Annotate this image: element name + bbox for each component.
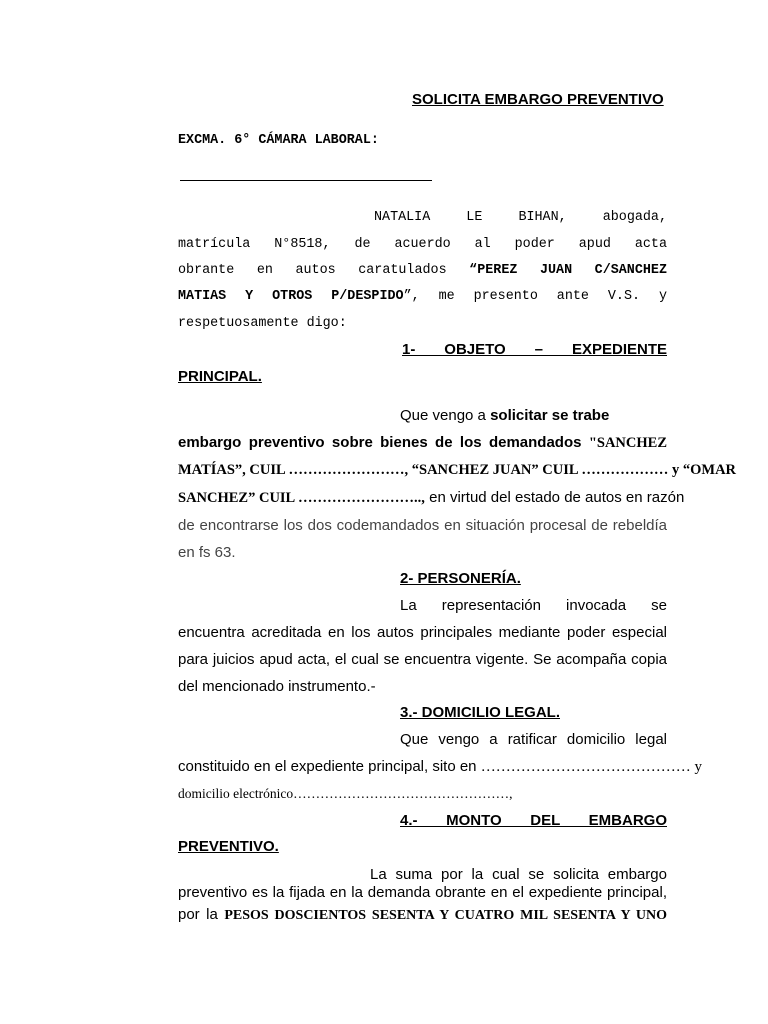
section2-line-3: para juicios apud acta, el cual se encuentra vigente. Se acompaña copia — [178, 651, 667, 668]
intro-line-5: respetuosamente digo: — [178, 316, 347, 331]
addressee: EXCMA. 6° CÁMARA LABORAL: — [178, 133, 379, 148]
section1-line-3: MATÍAS”, CUIL ……………………, “SANCHEZ JUAN” CUIL ……………… y “OMAR — [178, 462, 737, 478]
section3-line-3: domicilio electrónico…………………………………………, — [178, 786, 513, 801]
section1-line-6: en fs 63. — [178, 544, 236, 561]
section3-line-1: Que vengo a ratificar domicilio legal — [400, 731, 667, 748]
signature-line — [180, 180, 432, 181]
section1-line-4: SANCHEZ” CUIL …………………….., en virtud del estado de autos en razón — [178, 489, 685, 506]
intro-line-1: NATALIA LE BIHAN, abogada, — [374, 210, 667, 225]
section4-line-2: preventivo es la fijada en la demanda obrante en el expediente principal, — [178, 884, 667, 901]
section1-line-2: embargo preventivo sobre bienes de los demandados "SANCHEZ — [178, 434, 667, 451]
section2-line-4: del mencionado instrumento.- — [178, 678, 376, 695]
intro-line-2: matrícula N°8518, de acuerdo al poder apud acta — [178, 237, 667, 252]
section3-line-2: constituido en el expediente principal, sito en …………………………………… y — [178, 758, 702, 775]
section4-line-1: La suma por la cual se solicita embargo — [370, 866, 667, 883]
section1-heading: 1- OBJETO – EXPEDIENTE — [402, 341, 667, 358]
intro-line-3: obrante en autos caratulados “PEREZ JUAN C/SANCHEZ — [178, 263, 667, 278]
section2-line-1: La representación invocada se — [400, 597, 667, 614]
section3-heading: 3.- DOMICILIO LEGAL. — [400, 704, 560, 721]
section1-line-5: de encontrarse los dos codemandados en situación procesal de rebeldía — [178, 517, 667, 534]
section2-heading: 2- PERSONERÍA. — [400, 570, 521, 587]
section1-line-1: Que vengo a solicitar se trabe — [400, 407, 610, 424]
section4-line-3: por la PESOS DOSCIENTOS SESENTA Y CUATRO MIL SESENTA Y UNO — [178, 906, 667, 923]
section4-heading: 4.- MONTO DEL EMBARGO — [400, 812, 667, 829]
intro-line-4: MATIAS Y OTROS P/DESPIDO”, me presento ante V.S. y — [178, 289, 667, 304]
section4-heading-cont: PREVENTIVO. — [178, 838, 279, 855]
section1-heading-cont: PRINCIPAL. — [178, 368, 262, 385]
document-title: SOLICITA EMBARGO PREVENTIVO — [412, 91, 664, 108]
section2-line-2: encuentra acreditada en los autos principales mediante poder especial — [178, 624, 667, 641]
